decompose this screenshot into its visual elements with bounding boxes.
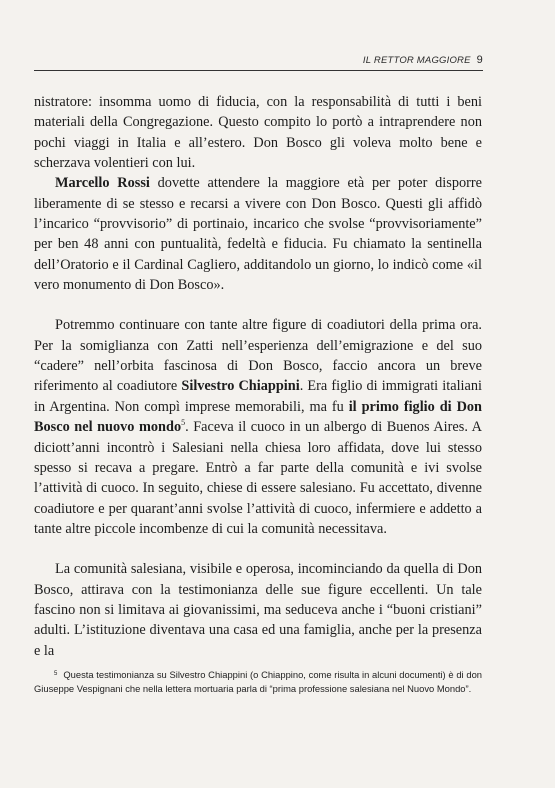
paragraph-3-text-c: . Faceva il cuoco in un albergo di Buenos Aires. A diciott’anni incontrò i Salesiani nella chiesa loro affidata, dove lui stesso spesso si recava a pregare. Entrò a far parte della comunità e ivi svolse l’attività di cuoco. In seguito, chiese di essere salesiano. Fu accettato, divenne coadiutore e per quarant’anni svolse l’attività di cuoco, infermiere e addetto a tante altre piccole incombenze di cui la comunità necessitava. (34, 419, 482, 537)
emphasis-primo-figlio: il primo figlio di Don Bosco nel nuovo mondo (34, 398, 482, 436)
footnote-entry (34, 668, 482, 697)
paragraph-gap (34, 295, 482, 315)
paragraph-3 (34, 315, 482, 539)
person-name-silvestro-chiappini: Silvestro Chiappini (181, 378, 300, 395)
body-text (34, 92, 482, 661)
person-name-marcello-rossi: Marcello Rossi (55, 175, 150, 192)
paragraph-4: La comunità salesiana, visibile e operosa, incominciando da quella di Don Bosco, attirava con la testimonianza delle sue figure eccellenti. Un tale fascino non si limitava ai giovanissimi, ma seduceva anche i “buoni cristiani” adulti. L’istituzione diventava una casa ed una famiglia, anche per la presenza e la (34, 561, 482, 659)
running-title: IL RETTOR MAGGIORE (362, 55, 471, 66)
footnote-text: Questa testimonianza su Silvestro Chiappini (o Chiappino, come risulta in alcuni documenti) è di don Giuseppe Vespignani che nella lettera mortuaria parla di “prima professione salesiana nel Nuovo Mondo”. (34, 669, 482, 695)
footnote (34, 668, 482, 697)
footnote-mark: 5 (54, 671, 58, 677)
paragraph-2 (34, 173, 482, 295)
running-header (34, 54, 483, 66)
page-number: 9 (476, 54, 483, 66)
paragraph-3-text-b: . Era figlio di immigrati italiani in Argentina. Non compì imprese memorabili, ma fu (34, 378, 482, 415)
header-rule (34, 70, 483, 71)
paragraph-3-text-a: Potremmo continuare con tante altre figure di coadiutori della prima ora. Per la somiglianza con Zatti nell’esperienza dell’emigrazione e del suo “cadere” nell’orbita fascinosa di Don Bosco, faccio ancora un breve riferimento al coadiutore (34, 317, 482, 395)
footnote-reference[interactable]: 5 (181, 418, 186, 428)
paragraph-2-text: dovette attendere la maggiore età per poter disporre liberamente di se stesso e recarsi a vivere con Don Bosco. Questi gli affidò l’incarico “provvisorio” di portinaio, incarico che svolse “provvisoriamente” per ben 48 anni con puntualità, fedeltà e fiducia. Fu chiamato la sentinella dell’Oratorio e il Cardinal Cagliero, additandolo un giorno, lo indicò come «il vero monumento di Don Bosco». (34, 175, 482, 294)
paragraph-gap (34, 539, 482, 559)
paragraph-1: nistratore: insomma uomo di fiducia, con la responsabilità di tutti i beni materiali della Congregazione. Questo compito lo portò a intraprendere non pochi viaggi in Italia e all’estero. Don Bosco gli voleva molto bene e scherzava volentieri con lui. (34, 94, 482, 172)
